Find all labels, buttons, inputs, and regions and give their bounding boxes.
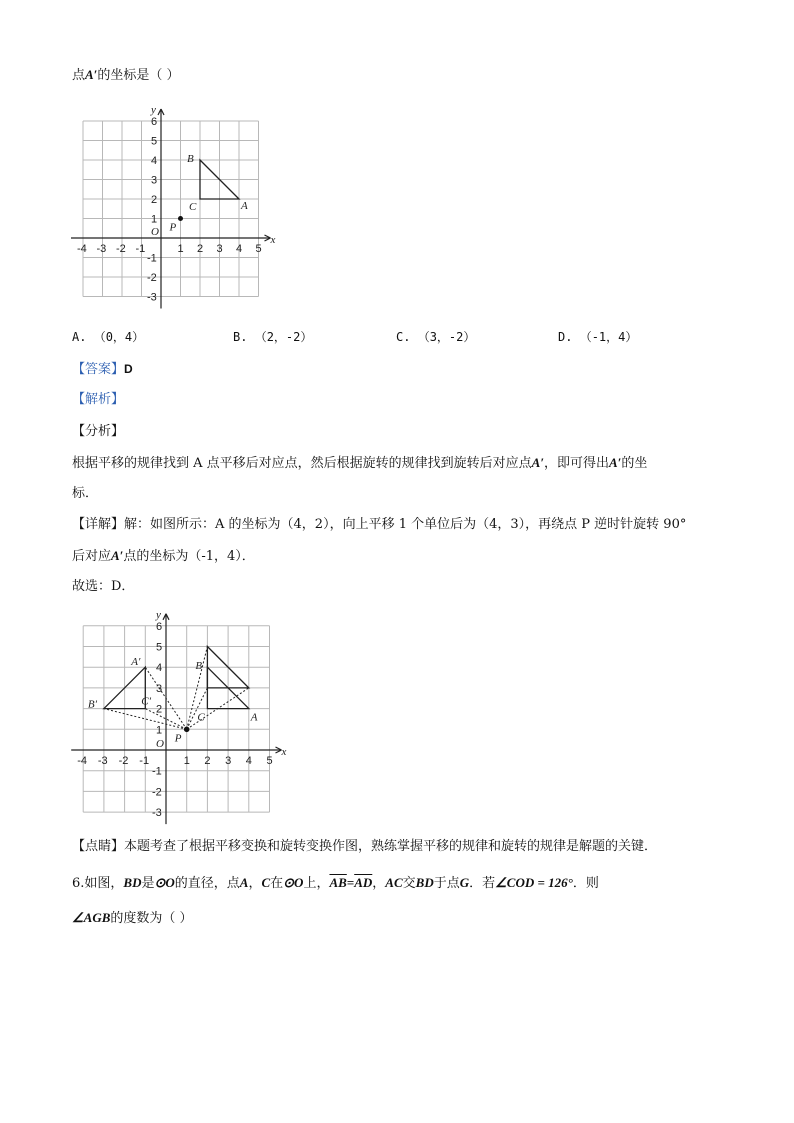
x-axis-label: x — [281, 746, 287, 758]
y-tick-label: -3 — [152, 807, 162, 820]
label-c-prime: C′ — [141, 695, 152, 708]
coordinate-figure-1 — [64, 100, 284, 315]
dianjing-line: 【点睛】本题考查了根据平移变换和旋转变换作图，熟练掌握平移的规律和旋转的规律是解题的关键． — [72, 839, 658, 854]
arc-ab: $\overline{AB}$ — [329, 875, 347, 890]
analysis-heading: 【解析】 — [72, 392, 125, 407]
x-tick-label: -4 — [77, 243, 87, 255]
option-c[interactable]: C. （3，-2） — [396, 330, 476, 344]
x-tick-label: 3 — [225, 755, 232, 767]
detail-line-3: 故选：D． — [72, 579, 135, 594]
option-d[interactable]: D. （-1，4） — [558, 330, 638, 344]
x-tick-label: -4 — [77, 755, 87, 767]
y-tick-label: 1 — [156, 724, 163, 737]
label-a-prime: A′ — [131, 656, 141, 669]
y-tick-label: 2 — [156, 703, 163, 716]
x-tick-label: 4 — [245, 755, 252, 767]
answer-line — [72, 360, 133, 379]
x-axis-label: x — [270, 234, 276, 246]
question-6-line-2: ∠AGB的度数为（ ） — [72, 910, 193, 926]
x-tick-label: 5 — [255, 243, 262, 255]
answer-value: D — [124, 362, 133, 376]
label-a: A — [241, 200, 248, 212]
detail-line-1: 【详解】解：如图所示：A 的坐标为（4，2），向上平移 1 个单位后为（4，3），再绕点 P 逆时针旋转 90° — [72, 517, 687, 532]
y-axis-label: y — [151, 104, 156, 116]
x-tick-label: -2 — [118, 755, 129, 767]
grid-lines — [83, 626, 269, 812]
point-a-prime: A′ — [85, 67, 98, 82]
x-tick-label: 1 — [183, 755, 190, 767]
answer-label: 【答案】 — [72, 362, 125, 377]
label-a: A — [250, 711, 258, 724]
y-tick-label: 3 — [151, 174, 158, 187]
label-b-prime: B′ — [87, 698, 98, 711]
question-stem: 点A′的坐标是（ ） — [72, 67, 180, 83]
x-tick-label: 2 — [197, 243, 204, 255]
x-tick-label: -3 — [97, 755, 108, 767]
y-tick-label: 4 — [151, 155, 158, 167]
y-tick-label: -1 — [152, 765, 162, 778]
arc-ad: $\overline{AD}$ — [354, 875, 373, 890]
label-p: P — [174, 732, 182, 745]
option-b[interactable]: B. （2，-2） — [233, 330, 313, 344]
origin-label: O — [156, 738, 164, 750]
y-tick-label: -2 — [152, 786, 162, 799]
y-tick-label: 1 — [151, 213, 158, 226]
fenxi-line-2: 标． — [72, 486, 99, 501]
y-tick-label: 3 — [156, 682, 163, 695]
y-tick-label: 6 — [151, 116, 158, 128]
y-tick-label: 6 — [156, 620, 163, 633]
label-c: C — [197, 711, 205, 724]
x-tick-label: -3 — [96, 243, 107, 255]
label-b: B — [195, 660, 203, 673]
coordinate-figure-2 — [64, 606, 294, 831]
fenxi-line-1: 根据平移的规律找到 A 点平移后对应点，然后根据旋转的规律找到旋转后对应点A′，即可得出A′的坐 — [72, 455, 648, 471]
x-tick-label: 5 — [266, 755, 273, 767]
y-tick-label: -1 — [147, 252, 157, 265]
question-6-line-1: 6.如图，BD是⊙O的直径，点A，C在⊙O上，$\overline{AB}=\overline{AD}$，AC交BD于点G．若∠COD = 126°．则 — [72, 875, 599, 891]
y-tick-label: 4 — [156, 662, 163, 675]
x-tick-label: 4 — [236, 243, 243, 255]
origin-label: O — [151, 226, 159, 238]
y-tick-label: 5 — [156, 641, 163, 654]
label-p: P — [169, 221, 177, 234]
detail-line-2: 后对应A′点的坐标为（-1，4）． — [72, 548, 255, 564]
x-tick-label: -2 — [116, 243, 126, 255]
y-axis-label: y — [156, 608, 161, 621]
y-tick-label: 2 — [151, 194, 158, 206]
y-tick-label: 5 — [151, 135, 158, 148]
x-tick-label: 2 — [204, 755, 211, 767]
label-b: B — [187, 153, 194, 165]
y-tick-label: -2 — [147, 272, 157, 284]
y-tick-label: -3 — [147, 291, 157, 304]
point-p — [184, 727, 190, 733]
x-tick-label: -1 — [139, 755, 150, 767]
option-a[interactable]: A. （0，4） — [72, 330, 145, 344]
x-tick-label: -1 — [135, 243, 146, 255]
x-tick-label: 1 — [177, 243, 184, 255]
point-p — [178, 216, 183, 221]
x-tick-label: 3 — [216, 243, 223, 255]
grid-lines — [83, 121, 259, 297]
fenxi-heading: 【分析】 — [72, 424, 125, 439]
label-c: C — [189, 201, 197, 213]
